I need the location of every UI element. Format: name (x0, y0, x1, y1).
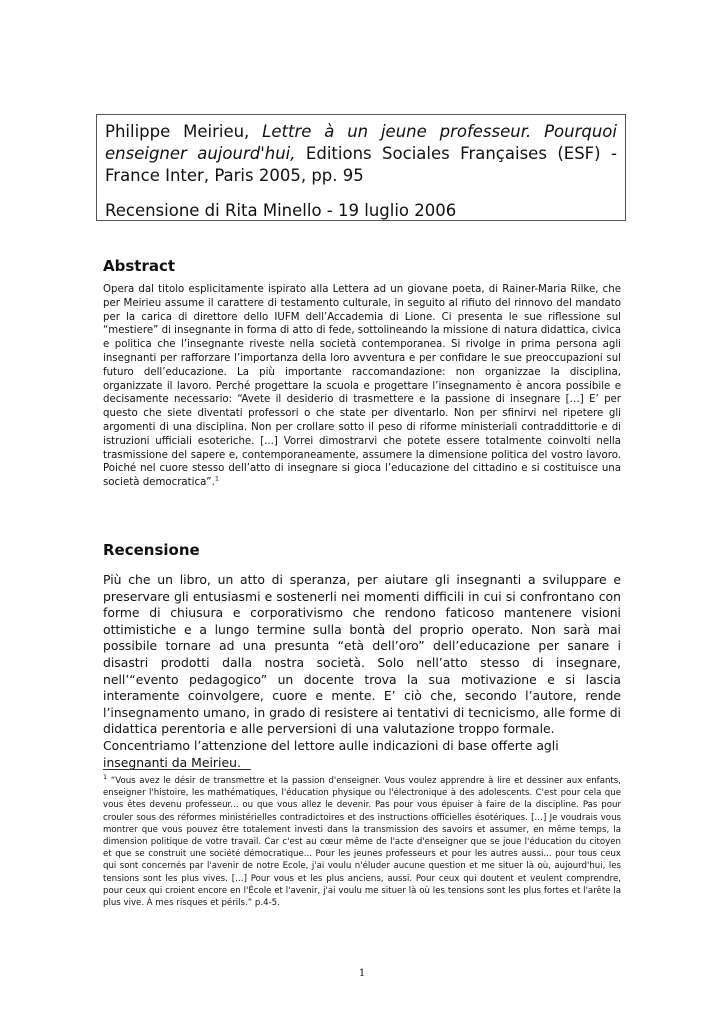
author-name: Philippe Meirieu, (105, 122, 263, 141)
review-byline: Recensione di Rita Minello - 19 luglio 2006 (105, 201, 457, 220)
footnote (103, 775, 621, 909)
bibliographic-citation (105, 121, 617, 187)
title-box (96, 114, 626, 221)
review-heading: Recensione (103, 541, 200, 559)
review-paragraph-2: Concentriamo l’attenzione del lettore aulle indicazioni di base offerte agli insegnanti da Meirieu. (103, 737, 559, 770)
footnote-number: 1 (103, 773, 108, 782)
footnote-text: “Vous avez le désir de transmettre et la passion d'enseigner. Vous voulez apprendre à lire et dessiner aux enfants, enseigner l'histoire, les mathématiques, l'éducation physique ou l'électronique à des adolescents. C'est pour cela que vous êtes devenu professeur... ou que vous allez le devenir. Pas pour vous épuiser à faire de la discipline. Pas pour crouler sous des réformes ministérielles contradictoires et des instructions officielles ésotériques. […] Je voudrais vous montrer que vous pouvez être totalement investi dans la transmission des savoirs et assumer, en même temps, la dimension politique de votre travail. Car c'est au cœur même de l'acte d'enseigner que se joue l'éducation du citoyen et que se construit une société démocratique... Pour les jeunes professeurs et pour les autres aussi... pour tous ceux qui sont concernés par l'avenir de notre Ecole, j'ai voulu n'éluder aucune question et me situer là où, aujourd'hui, les tensions sont les plus vives. […] Pour vous et les plus anciens, aussi. Pour ceux qui doutent et veulent comprendre, pour ceux qui croient encore en l'École et l'avenir, j'ai voulu me situer là où les tensions sont les plus fortes et l'arête la plus vive. À mes risques et périls.” p.4-5. (103, 776, 621, 909)
publication-details: Editions Sociales Françaises (ESF) - France Inter, Paris 2005, pp. 95 (105, 144, 618, 185)
footnote-reference[interactable]: 1 (214, 474, 219, 483)
abstract-body (103, 283, 621, 490)
abstract-text: Opera dal titolo esplicitamente ispirato alla Lettera ad un giovane poeta, di Rainer-Maria Rilke, che per Meirieu assume il carattere di testamento culturale, in seguito al rifiuto del rinnovo del mandato per la carica di direttore dello IUFM dell’Accademia di Lione. Ci presenta le sue riflessione sul “mestiere” di insegnante in forma di atto di fede, sottolineando la missione di natura didattica, civica e politica che l’insegnante riveste nella società contemporanea. Si rivolge in prima persona agli insegnanti per rafforzare l’importanza della loro avventura e per confidare le sue preoccupazioni sul futuro dell’educazione. La più importante raccomandazione: non organizzae la disciplina, organizzate il lavoro. Perché progettare la scuola e progettare l’insegnamento è ancora possibile e decisamente necessario: “Avete il desiderio di trasmettere e la passione di insegnare […] E’ per questo che siete diventati professori o che state per diventarlo. Non per sfinirvi nel ripetere gli argomenti di una disciplina. Non per crollare sotto il peso di riforme ministeriali contraddittorie e di istruzioni ufficiali esoteriche. [...] Vorrei dimostrarvi che potete essere totalmente coinvolti nella trasmissione del sapere e, contemporaneamente, assumere la dimensione politica del vostro lavoro. Poiché nel cuore stesso dell’atto di insegnare si gioca l’educazione del cittadino e si costituisce una società democratica”. (103, 284, 621, 489)
book-title: Lettre à un jeune professeur. Pourquoi enseigner aujourd'hui, (105, 122, 617, 163)
review-paragraph-1: Più che un libro, un atto di speranza, per aiutare gli insegnanti a sviluppare e preservare gli entusiasmi e sostenerli nei momenti difficili in cui si confrontano con forme di chiusura e corporativismo che rendono faticoso mantenere visioni ottimistiche e a lungo termine sulla bontà del proprio operato. Non sarà mai possibile tornare ad una presunta “età dell’oro” dell’educazione per sanare i disastri prodotti dalla nostra società. Solo nell’atto stesso di insegnare, nell’“evento pedagogico” un docente trova la sua motivazione e si lascia interamente coinvolgere, cuore e mente. E’ ciò che, secondo l’autore, rende l’insegnamento umano, in grado di resistere ai tentativi di tecnicismo, alle forme di didattica perentoria e alle perversioni di una valutazione troppo formale. (103, 572, 621, 737)
footnote-separator (103, 769, 251, 770)
abstract-heading: Abstract (103, 257, 176, 275)
page-number: 1 (358, 968, 366, 979)
review-body (103, 572, 621, 771)
